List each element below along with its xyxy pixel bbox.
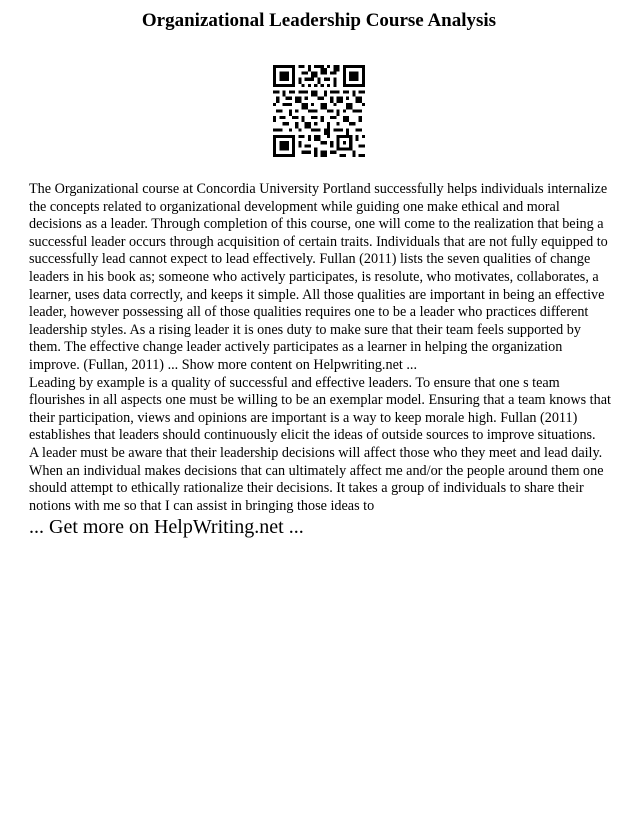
paragraph: A leader must be aware that their leadership decisions will affect those who they meet and lead daily. When an individual makes decisions that can ultimately affect me and/or the people around them one should attempt to ethically rationalize their decisions. It takes a group of individuals to share their notions with me so that I can assist in bringing those ideas to	[29, 444, 604, 514]
paragraph: The Organizational course at Concordia University Portland successfully helps individuals internalize the concepts related to organizational development while guiding one make ethical and moral decisions as a leader. Through completion of this course, one will come to the realization that being a successful leader occurs through acquisition of certain traits. Individuals that are not fully equipped to successfully lead cannot expect to lead effectively. Fullan (2011) lists the seven qualities of change leaders in his book as; someone who actively participates, is resolute, who motivates, collaborates, a learner, uses data correctly, and keeps it simple. All those qualities are important in being an effective leader, however possessing all of those qualities requires one to be a leader who practices different leadership styles. As a rising leader it is ones duty to make sure that their team feels supported by them. The effective change leader actively participates as a learner in helping the organization improve. (Fullan, 2011) ... Show more content on Helpwriting.net ...	[29, 181, 608, 373]
get-more-link[interactable]: ... Get more on HelpWriting.net ...	[29, 516, 304, 538]
qr-code-icon[interactable]	[273, 65, 365, 157]
page-title: Organizational Leadership Course Analysis	[141, 10, 497, 31]
article-body	[29, 181, 611, 515]
paragraph: Leading by example is a quality of successful and effective leaders. To ensure that one s team flourishes in all aspects one must be willing to be an exemplar model. Ensuring that a team knows that their participation, views and opinions are important is a way to keep morale high. Fullan (2011) establishes that leaders should continuously elicit the ideas of outside sources to improve situations.	[29, 374, 611, 444]
